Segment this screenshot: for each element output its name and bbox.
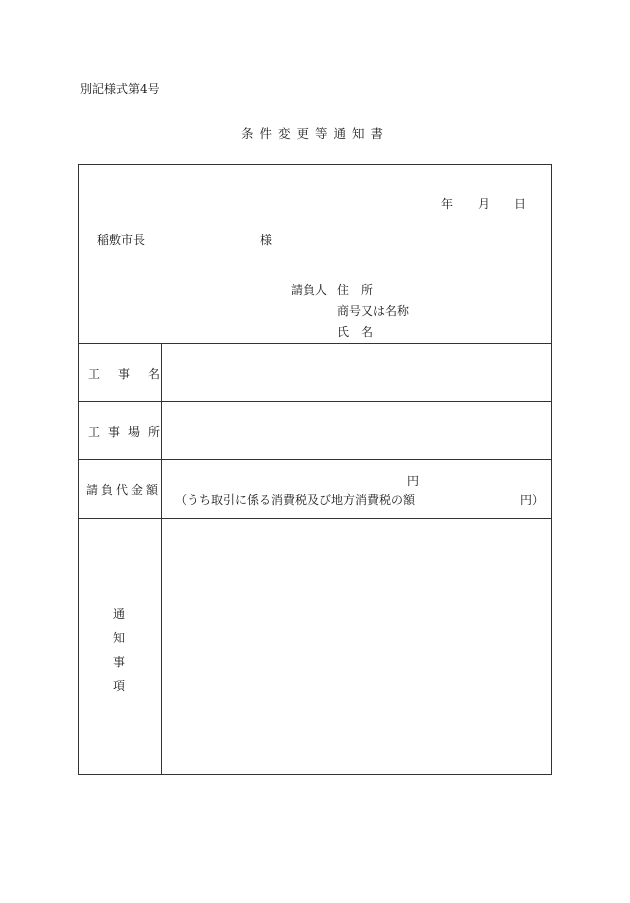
project-name-field[interactable]: [162, 344, 551, 401]
contract-amount-yen: 円: [407, 474, 420, 488]
company-name-label: 商号又は名称: [337, 304, 410, 318]
notice-label-char: 事: [113, 655, 126, 669]
person-name-label: [337, 323, 373, 340]
project-location-label: [88, 423, 168, 440]
project-location-field[interactable]: [162, 402, 551, 459]
notice-label-char: 知: [113, 631, 126, 645]
notice-label-char: 項: [113, 679, 126, 693]
project-location-label-text: 工事場所: [88, 425, 169, 439]
tax-note-close: 円）: [520, 493, 545, 507]
date-month-label: 月: [478, 197, 491, 211]
honorific: 様: [260, 233, 273, 247]
project-name-label: [88, 365, 179, 382]
addressee: 稲敷市長: [97, 233, 146, 247]
contract-amount-label: [86, 481, 161, 498]
person-name-label-text: 氏 名: [337, 325, 374, 339]
tax-note-open: （うち取引に係る消費税及び地方消費税の額: [175, 493, 416, 507]
divider: [79, 459, 551, 460]
form-table: [78, 164, 552, 775]
date-year-label: 年: [441, 197, 454, 211]
notice-label-char: 通: [113, 607, 126, 621]
document-title: 条件変更等通知書: [240, 126, 389, 141]
project-name-label-text: 工事名: [88, 367, 179, 381]
address-label: [337, 281, 405, 298]
contract-amount-label-text: 請負代金額: [86, 483, 162, 497]
notice-items-field[interactable]: [162, 519, 551, 774]
address-label-text: 住 所: [337, 283, 374, 297]
contractor-label: 請負人: [291, 283, 328, 297]
date-day-label: 日: [514, 197, 527, 211]
form-number: 別記様式第4号: [80, 82, 160, 96]
